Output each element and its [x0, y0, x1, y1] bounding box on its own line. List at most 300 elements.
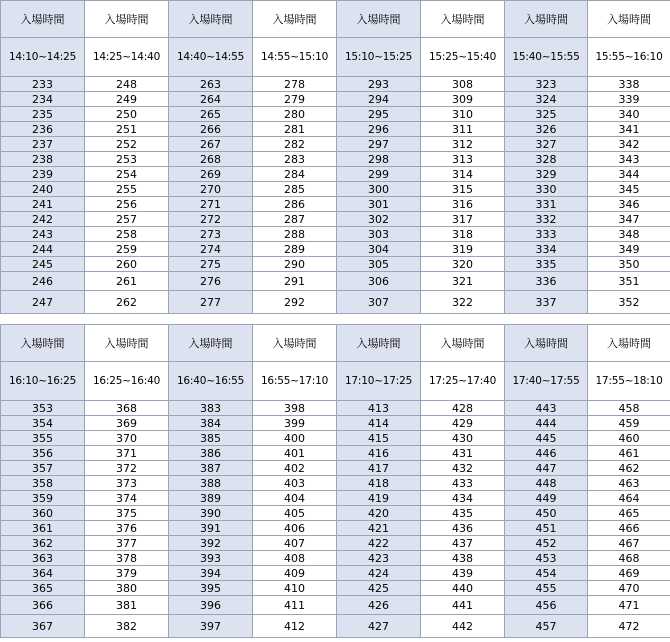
- ticket-number: 369: [85, 416, 169, 431]
- ticket-number: 258: [85, 227, 169, 242]
- ticket-number: 329: [505, 167, 588, 182]
- time-slot: 15:40~15:55: [505, 38, 588, 77]
- ticket-number: 423: [337, 551, 421, 566]
- ticket-number: 332: [505, 212, 588, 227]
- ticket-number: 273: [169, 227, 253, 242]
- ticket-number: 415: [337, 431, 421, 446]
- ticket-number: 426: [337, 596, 421, 615]
- ticket-number: 335: [505, 257, 588, 272]
- ticket-number: 252: [85, 137, 169, 152]
- ticket-number: 316: [421, 197, 505, 212]
- ticket-number: 293: [337, 77, 421, 92]
- ticket-number: 372: [85, 461, 169, 476]
- column-header: 入場時間: [85, 325, 169, 362]
- time-slot: 14:25~14:40: [85, 38, 169, 77]
- ticket-number: 261: [85, 272, 169, 291]
- ticket-number: 365: [1, 581, 85, 596]
- ticket-number: 268: [169, 152, 253, 167]
- ticket-number: 240: [1, 182, 85, 197]
- ticket-number: 233: [1, 77, 85, 92]
- table-row: [1, 257, 670, 272]
- header-row: [1, 325, 670, 362]
- ticket-number: 465: [588, 506, 670, 521]
- ticket-number: 298: [337, 152, 421, 167]
- ticket-number: 396: [169, 596, 253, 615]
- table-row: [1, 182, 670, 197]
- time-slot: 17:40~17:55: [505, 362, 588, 401]
- ticket-number: 279: [253, 92, 337, 107]
- ticket-number: 459: [588, 416, 670, 431]
- ticket-number: 357: [1, 461, 85, 476]
- time-row: [1, 362, 670, 401]
- ticket-number: 264: [169, 92, 253, 107]
- ticket-number: 322: [421, 291, 505, 314]
- ticket-number: 237: [1, 137, 85, 152]
- ticket-number: 338: [588, 77, 670, 92]
- ticket-number: 468: [588, 551, 670, 566]
- ticket-number: 472: [588, 615, 670, 638]
- table-row: [1, 476, 670, 491]
- ticket-number: 386: [169, 446, 253, 461]
- ticket-number: 244: [1, 242, 85, 257]
- ticket-number: 355: [1, 431, 85, 446]
- ticket-number: 436: [421, 521, 505, 536]
- ticket-number: 367: [1, 615, 85, 638]
- table-row: [1, 566, 670, 581]
- ticket-number: 467: [588, 536, 670, 551]
- table-row: [1, 92, 670, 107]
- ticket-number: 405: [253, 506, 337, 521]
- ticket-number: 453: [505, 551, 588, 566]
- ticket-number: 449: [505, 491, 588, 506]
- ticket-number: 371: [85, 446, 169, 461]
- table-row: [1, 137, 670, 152]
- ticket-number: 271: [169, 197, 253, 212]
- table-row: [1, 401, 670, 416]
- ticket-number: 248: [85, 77, 169, 92]
- ticket-number: 270: [169, 182, 253, 197]
- table-row: [1, 446, 670, 461]
- table-row: [1, 551, 670, 566]
- ticket-number: 288: [253, 227, 337, 242]
- table-row: [1, 197, 670, 212]
- ticket-number: 457: [505, 615, 588, 638]
- ticket-number: 306: [337, 272, 421, 291]
- ticket-number: 275: [169, 257, 253, 272]
- ticket-number: 443: [505, 401, 588, 416]
- table-row: [1, 521, 670, 536]
- ticket-number: 362: [1, 536, 85, 551]
- ticket-number: 299: [337, 167, 421, 182]
- ticket-number: 344: [588, 167, 670, 182]
- ticket-number: 274: [169, 242, 253, 257]
- ticket-number: 402: [253, 461, 337, 476]
- column-header: 入場時間: [588, 325, 670, 362]
- ticket-number: 470: [588, 581, 670, 596]
- ticket-number: 325: [505, 107, 588, 122]
- ticket-number: 292: [253, 291, 337, 314]
- table-row: [1, 107, 670, 122]
- ticket-number: 352: [588, 291, 670, 314]
- ticket-number: 243: [1, 227, 85, 242]
- entry-table-evening: [0, 324, 670, 638]
- ticket-number: 285: [253, 182, 337, 197]
- ticket-number: 340: [588, 107, 670, 122]
- ticket-number: 276: [169, 272, 253, 291]
- ticket-number: 387: [169, 461, 253, 476]
- table-row: [1, 167, 670, 182]
- table-row: [1, 212, 670, 227]
- ticket-number: 448: [505, 476, 588, 491]
- ticket-number: 350: [588, 257, 670, 272]
- time-slot: 14:40~14:55: [169, 38, 253, 77]
- ticket-number: 433: [421, 476, 505, 491]
- ticket-number: 469: [588, 566, 670, 581]
- ticket-number: 361: [1, 521, 85, 536]
- ticket-number: 368: [85, 401, 169, 416]
- table-row: [1, 581, 670, 596]
- ticket-number: 425: [337, 581, 421, 596]
- ticket-number: 313: [421, 152, 505, 167]
- time-slot: 16:10~16:25: [1, 362, 85, 401]
- ticket-number: 278: [253, 77, 337, 92]
- ticket-number: 356: [1, 446, 85, 461]
- ticket-number: 339: [588, 92, 670, 107]
- ticket-number: 451: [505, 521, 588, 536]
- ticket-number: 308: [421, 77, 505, 92]
- table-row: [1, 431, 670, 446]
- ticket-number: 354: [1, 416, 85, 431]
- ticket-number: 328: [505, 152, 588, 167]
- ticket-number: 280: [253, 107, 337, 122]
- column-header: 入場時間: [253, 1, 337, 38]
- ticket-number: 318: [421, 227, 505, 242]
- ticket-number: 297: [337, 137, 421, 152]
- ticket-number: 250: [85, 107, 169, 122]
- ticket-number: 430: [421, 431, 505, 446]
- ticket-number: 266: [169, 122, 253, 137]
- time-row: [1, 38, 670, 77]
- ticket-number: 242: [1, 212, 85, 227]
- ticket-number: 389: [169, 491, 253, 506]
- ticket-number: 403: [253, 476, 337, 491]
- column-header: 入場時間: [169, 1, 253, 38]
- ticket-number: 390: [169, 506, 253, 521]
- ticket-number: 432: [421, 461, 505, 476]
- ticket-number: 307: [337, 291, 421, 314]
- ticket-number: 319: [421, 242, 505, 257]
- ticket-number: 397: [169, 615, 253, 638]
- ticket-number: 314: [421, 167, 505, 182]
- ticket-number: 400: [253, 431, 337, 446]
- ticket-number: 315: [421, 182, 505, 197]
- ticket-number: 346: [588, 197, 670, 212]
- ticket-number: 427: [337, 615, 421, 638]
- ticket-number: 388: [169, 476, 253, 491]
- ticket-number: 413: [337, 401, 421, 416]
- ticket-number: 300: [337, 182, 421, 197]
- ticket-number: 411: [253, 596, 337, 615]
- entry-table-afternoon: [0, 0, 670, 314]
- column-header: 入場時間: [337, 325, 421, 362]
- time-slot: 15:10~15:25: [337, 38, 421, 77]
- ticket-number: 376: [85, 521, 169, 536]
- time-slot: 14:10~14:25: [1, 38, 85, 77]
- ticket-number: 359: [1, 491, 85, 506]
- ticket-number: 281: [253, 122, 337, 137]
- ticket-number: 253: [85, 152, 169, 167]
- ticket-number: 327: [505, 137, 588, 152]
- ticket-number: 246: [1, 272, 85, 291]
- ticket-number: 464: [588, 491, 670, 506]
- ticket-number: 255: [85, 182, 169, 197]
- ticket-number: 294: [337, 92, 421, 107]
- ticket-number: 305: [337, 257, 421, 272]
- ticket-number: 254: [85, 167, 169, 182]
- ticket-number: 445: [505, 431, 588, 446]
- ticket-number: 366: [1, 596, 85, 615]
- ticket-number: 408: [253, 551, 337, 566]
- column-header: 入場時間: [505, 1, 588, 38]
- ticket-number: 399: [253, 416, 337, 431]
- ticket-number: 382: [85, 615, 169, 638]
- ticket-number: 277: [169, 291, 253, 314]
- ticket-number: 272: [169, 212, 253, 227]
- ticket-number: 343: [588, 152, 670, 167]
- column-header: 入場時間: [505, 325, 588, 362]
- table-row: [1, 461, 670, 476]
- ticket-number: 360: [1, 506, 85, 521]
- ticket-number: 262: [85, 291, 169, 314]
- ticket-number: 336: [505, 272, 588, 291]
- ticket-number: 462: [588, 461, 670, 476]
- ticket-number: 442: [421, 615, 505, 638]
- ticket-number: 324: [505, 92, 588, 107]
- ticket-number: 267: [169, 137, 253, 152]
- ticket-number: 235: [1, 107, 85, 122]
- ticket-number: 259: [85, 242, 169, 257]
- ticket-number: 431: [421, 446, 505, 461]
- ticket-number: 429: [421, 416, 505, 431]
- ticket-number: 251: [85, 122, 169, 137]
- table-row: [1, 122, 670, 137]
- ticket-number: 370: [85, 431, 169, 446]
- ticket-number: 379: [85, 566, 169, 581]
- ticket-number: 463: [588, 476, 670, 491]
- ticket-number: 311: [421, 122, 505, 137]
- ticket-number: 395: [169, 581, 253, 596]
- ticket-number: 263: [169, 77, 253, 92]
- column-header: 入場時間: [85, 1, 169, 38]
- ticket-number: 309: [421, 92, 505, 107]
- table-row: [1, 615, 670, 638]
- ticket-number: 249: [85, 92, 169, 107]
- ticket-number: 331: [505, 197, 588, 212]
- ticket-number: 317: [421, 212, 505, 227]
- table-row: [1, 536, 670, 551]
- ticket-number: 353: [1, 401, 85, 416]
- ticket-number: 417: [337, 461, 421, 476]
- ticket-number: 330: [505, 182, 588, 197]
- column-header: 入場時間: [421, 1, 505, 38]
- ticket-number: 435: [421, 506, 505, 521]
- ticket-number: 349: [588, 242, 670, 257]
- ticket-number: 383: [169, 401, 253, 416]
- ticket-number: 302: [337, 212, 421, 227]
- ticket-number: 265: [169, 107, 253, 122]
- ticket-number: 239: [1, 167, 85, 182]
- table-row: [1, 77, 670, 92]
- ticket-number: 440: [421, 581, 505, 596]
- time-slot: 14:55~15:10: [253, 38, 337, 77]
- ticket-number: 458: [588, 401, 670, 416]
- column-header: 入場時間: [1, 325, 85, 362]
- ticket-number: 401: [253, 446, 337, 461]
- time-slot: 16:25~16:40: [85, 362, 169, 401]
- ticket-number: 412: [253, 615, 337, 638]
- ticket-number: 456: [505, 596, 588, 615]
- ticket-number: 418: [337, 476, 421, 491]
- ticket-number: 234: [1, 92, 85, 107]
- table-row: [1, 152, 670, 167]
- ticket-number: 373: [85, 476, 169, 491]
- ticket-number: 438: [421, 551, 505, 566]
- ticket-number: 323: [505, 77, 588, 92]
- time-slot: 15:25~15:40: [421, 38, 505, 77]
- ticket-number: 441: [421, 596, 505, 615]
- ticket-number: 428: [421, 401, 505, 416]
- ticket-number: 437: [421, 536, 505, 551]
- column-header: 入場時間: [1, 1, 85, 38]
- ticket-number: 286: [253, 197, 337, 212]
- time-slot: 15:55~16:10: [588, 38, 670, 77]
- ticket-number: 421: [337, 521, 421, 536]
- ticket-number: 394: [169, 566, 253, 581]
- ticket-number: 419: [337, 491, 421, 506]
- ticket-number: 333: [505, 227, 588, 242]
- ticket-number: 238: [1, 152, 85, 167]
- ticket-number: 301: [337, 197, 421, 212]
- column-header: 入場時間: [253, 325, 337, 362]
- ticket-number: 450: [505, 506, 588, 521]
- ticket-number: 391: [169, 521, 253, 536]
- ticket-number: 236: [1, 122, 85, 137]
- time-slot: 17:25~17:40: [421, 362, 505, 401]
- ticket-number: 364: [1, 566, 85, 581]
- ticket-number: 295: [337, 107, 421, 122]
- header-row: [1, 1, 670, 38]
- table-row: [1, 491, 670, 506]
- ticket-number: 439: [421, 566, 505, 581]
- ticket-number: 312: [421, 137, 505, 152]
- column-header: 入場時間: [169, 325, 253, 362]
- ticket-number: 341: [588, 122, 670, 137]
- table-row: [1, 291, 670, 314]
- ticket-number: 321: [421, 272, 505, 291]
- ticket-number: 378: [85, 551, 169, 566]
- ticket-number: 385: [169, 431, 253, 446]
- ticket-number: 282: [253, 137, 337, 152]
- ticket-number: 245: [1, 257, 85, 272]
- ticket-number: 380: [85, 581, 169, 596]
- ticket-number: 287: [253, 212, 337, 227]
- ticket-number: 348: [588, 227, 670, 242]
- time-slot: 17:10~17:25: [337, 362, 421, 401]
- ticket-number: 345: [588, 182, 670, 197]
- column-header: 入場時間: [421, 325, 505, 362]
- ticket-number: 398: [253, 401, 337, 416]
- ticket-number: 446: [505, 446, 588, 461]
- ticket-number: 393: [169, 551, 253, 566]
- column-header: 入場時間: [337, 1, 421, 38]
- ticket-number: 291: [253, 272, 337, 291]
- ticket-number: 409: [253, 566, 337, 581]
- ticket-number: 461: [588, 446, 670, 461]
- ticket-number: 375: [85, 506, 169, 521]
- ticket-number: 351: [588, 272, 670, 291]
- ticket-number: 334: [505, 242, 588, 257]
- table-row: [1, 242, 670, 257]
- ticket-number: 424: [337, 566, 421, 581]
- table-row: [1, 272, 670, 291]
- ticket-number: 337: [505, 291, 588, 314]
- ticket-number: 454: [505, 566, 588, 581]
- ticket-number: 374: [85, 491, 169, 506]
- ticket-number: 392: [169, 536, 253, 551]
- ticket-number: 466: [588, 521, 670, 536]
- ticket-number: 447: [505, 461, 588, 476]
- time-slot: 16:40~16:55: [169, 362, 253, 401]
- ticket-number: 241: [1, 197, 85, 212]
- ticket-number: 416: [337, 446, 421, 461]
- ticket-number: 460: [588, 431, 670, 446]
- ticket-number: 384: [169, 416, 253, 431]
- table-row: [1, 416, 670, 431]
- ticket-number: 377: [85, 536, 169, 551]
- ticket-number: 434: [421, 491, 505, 506]
- ticket-number: 358: [1, 476, 85, 491]
- ticket-number: 310: [421, 107, 505, 122]
- ticket-number: 347: [588, 212, 670, 227]
- ticket-number: 422: [337, 536, 421, 551]
- ticket-number: 444: [505, 416, 588, 431]
- ticket-number: 284: [253, 167, 337, 182]
- table-row: [1, 227, 670, 242]
- time-slot: 16:55~17:10: [253, 362, 337, 401]
- ticket-number: 283: [253, 152, 337, 167]
- ticket-number: 407: [253, 536, 337, 551]
- ticket-number: 303: [337, 227, 421, 242]
- ticket-number: 420: [337, 506, 421, 521]
- ticket-number: 296: [337, 122, 421, 137]
- ticket-number: 406: [253, 521, 337, 536]
- ticket-number: 381: [85, 596, 169, 615]
- ticket-number: 289: [253, 242, 337, 257]
- ticket-number: 455: [505, 581, 588, 596]
- table-row: [1, 596, 670, 615]
- ticket-number: 363: [1, 551, 85, 566]
- ticket-number: 320: [421, 257, 505, 272]
- ticket-number: 342: [588, 137, 670, 152]
- ticket-number: 290: [253, 257, 337, 272]
- ticket-number: 471: [588, 596, 670, 615]
- ticket-number: 247: [1, 291, 85, 314]
- ticket-number: 304: [337, 242, 421, 257]
- table-row: [1, 506, 670, 521]
- ticket-number: 260: [85, 257, 169, 272]
- time-slot: 17:55~18:10: [588, 362, 670, 401]
- ticket-number: 326: [505, 122, 588, 137]
